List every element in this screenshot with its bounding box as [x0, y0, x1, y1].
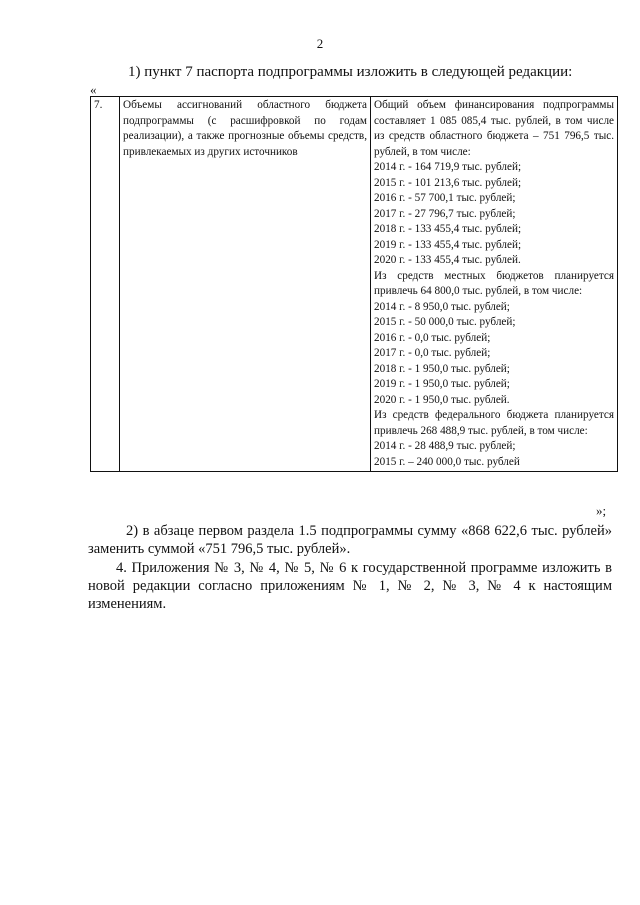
value-line: 2014 г. - 28 488,9 тыс. рублей; [374, 440, 516, 452]
value-line: 2014 г. - 8 950,0 тыс. рублей; [374, 300, 510, 313]
value-line: 2016 г. - 0,0 тыс. рублей; [374, 331, 491, 344]
value-line: 2015 г. - 101 213,6 тыс. рублей; [374, 176, 522, 189]
row-name-cell: Объемы ассигнований областного бюджета подпрограммы (с расшифровкой по годам реализации), а также прогнозные объемы средств, привлекаемых из других источников [120, 97, 371, 472]
value-line: Из средств местных бюджетов планируется привлечь 64 800,0 тыс. рублей, в том числе: [374, 269, 614, 297]
closing-quote: »; [596, 503, 607, 518]
row-value-cell [371, 97, 618, 472]
value-line: 2017 г. - 27 796,7 тыс. рублей; [374, 207, 516, 220]
value-line: 2019 г. - 133 455,4 тыс. рублей; [374, 238, 522, 251]
value-line: Из средств федерального бюджета планируется привлечь 268 488,9 тыс. рублей, в том числе: [374, 409, 614, 437]
value-line: 2019 г. - 1 950,0 тыс. рублей; [374, 378, 510, 390]
paragraph-4: 4. Приложения № 3, № 4, № 5, № 6 к государственной программе изложить в новой редакции согласно приложениям № 1, № 2, № 3, № 4 к настоящим изменениям. [88, 560, 612, 612]
value-line: 2014 г. - 164 719,9 тыс. рублей; [374, 161, 522, 173]
value-line: Общий объем финансирования подпрограммы составляет 1 085 085,4 тыс. рублей, в том числе из средств областного бюджета – 751 796,5 тыс. рублей, в том числе: [374, 99, 614, 158]
value-line: 2016 г. - 57 700,1 тыс. рублей; [374, 192, 516, 204]
value-line: 2015 г. - 50 000,0 тыс. рублей; [374, 316, 516, 328]
table-row [91, 97, 618, 472]
opening-quote: « [90, 82, 97, 97]
amendment-intro: 1) пункт 7 паспорта подпрограммы изложить в следующей редакции: [128, 64, 573, 80]
paragraph-2: 2) в абзаце первом раздела 1.5 подпрограммы сумму «868 622,6 тыс. рублей» заменить суммой «751 796,5 тыс. рублей». [88, 523, 612, 557]
row-number-cell: 7. [91, 97, 120, 472]
passport-table [90, 96, 618, 472]
value-line: 2018 г. - 1 950,0 тыс. рублей; [374, 362, 510, 375]
value-line: 2015 г. – 240 000,0 тыс. рублей [374, 455, 520, 468]
value-line: 2018 г. - 133 455,4 тыс. рублей; [374, 223, 522, 235]
page-number: 2 [316, 36, 324, 51]
value-line: 2020 г. - 1 950,0 тыс. рублей. [374, 393, 510, 406]
value-line: 2020 г. - 133 455,4 тыс. рублей. [374, 254, 521, 266]
value-line: 2017 г. - 0,0 тыс. рублей; [374, 347, 491, 359]
